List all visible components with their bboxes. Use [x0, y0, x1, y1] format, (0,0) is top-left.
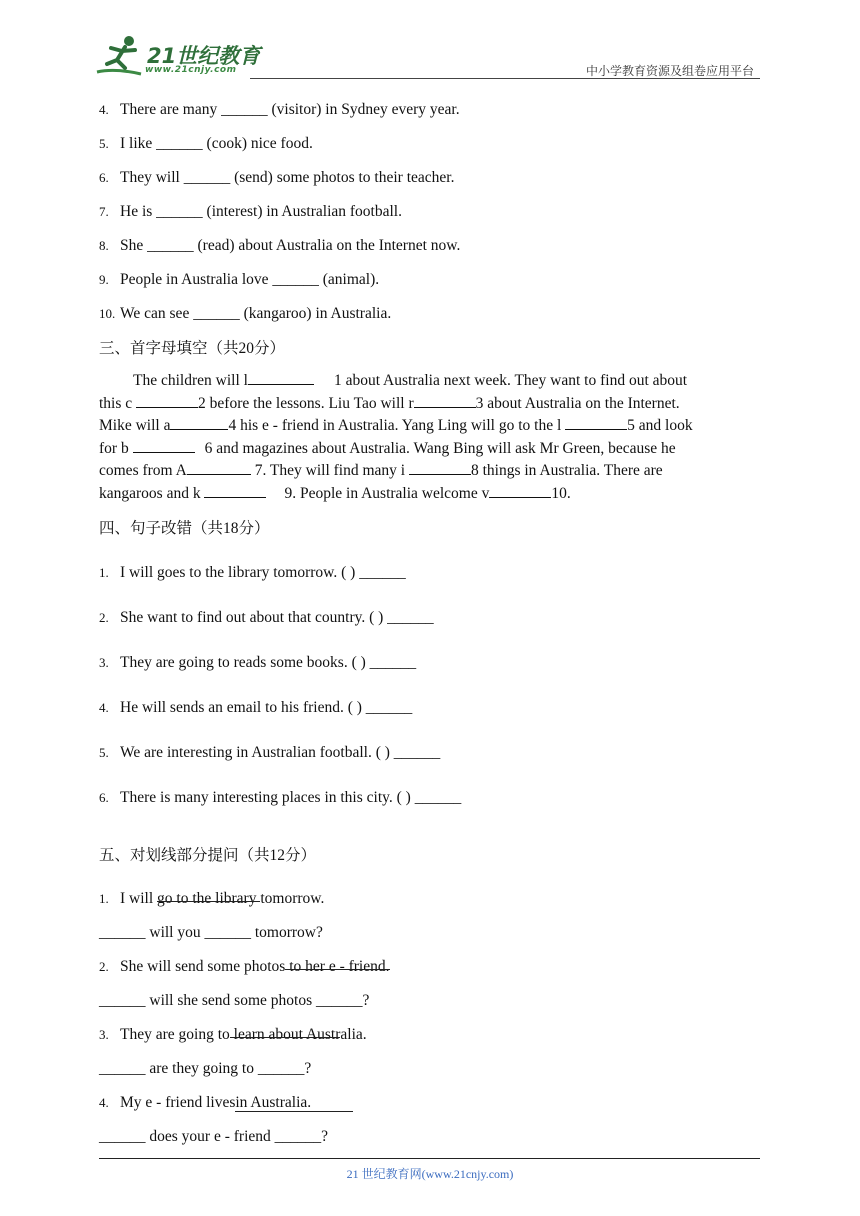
footer-link[interactable]: 21 世纪教育网(www.21cnjy.com)	[346, 1167, 514, 1181]
list-item: 4. There are many ______ (visitor) in Sydney every year.	[99, 101, 460, 118]
question-3: 3. They are going to learn about Australia.	[99, 1026, 367, 1043]
runner-icon	[95, 34, 147, 78]
list-item: 10. We can see ______ (kangaroo) in Australia.	[99, 305, 392, 322]
section-title-5: 五、对划线部分提问（共12分）	[99, 846, 317, 864]
answer-line-3: ______ are they going to ______?	[99, 1060, 312, 1077]
list-item: 8. She ______ (read) about Australia on the Internet now.	[99, 237, 461, 254]
header-divider	[250, 78, 760, 79]
question-4: 4. My e - friend livesin Australia.	[99, 1093, 353, 1113]
question-2: 2. She will send some photos to her e - friend.	[99, 958, 390, 975]
list-item: 3. They are going to reads some books. ( ) ______	[99, 654, 417, 671]
list-item: 6. They will ______ (send) some photos to their teacher.	[99, 169, 455, 186]
logo-text: 21世纪教育	[147, 44, 261, 68]
footer-divider	[99, 1158, 760, 1159]
list-item: 7. He is ______ (interest) in Australian football.	[99, 203, 402, 220]
answer-line-1: ______ will you ______ tomorrow?	[99, 924, 323, 941]
list-item: 4. He will sends an email to his friend. ( ) ______	[99, 699, 413, 716]
logo	[95, 34, 295, 78]
list-item: 6. There is many interesting places in this city. ( ) ______	[99, 789, 462, 806]
question-1: 1. I will go to the library tomorrow.	[99, 890, 325, 907]
answer-line-4: ______ does your e - friend ______?	[99, 1128, 329, 1145]
list-item: 5. We are interesting in Australian football. ( ) ______	[99, 744, 441, 761]
answer-line-2: ______ will she send some photos ______?	[99, 992, 370, 1009]
header-site-name: 中小学教育资源及组卷应用平台	[585, 64, 754, 78]
list-item: 5. I like ______ (cook) nice food.	[99, 135, 313, 152]
list-item: 2. She want to find out about that country. ( ) ______	[99, 609, 434, 626]
section-title-4: 四、句子改错（共18分）	[99, 519, 270, 537]
page-header	[95, 34, 760, 80]
section-title-3: 三、首字母填空（共20分）	[99, 339, 286, 357]
list-item: 1. I will goes to the library tomorrow. ( ) ______	[99, 564, 406, 581]
cloze-paragraph: The children will l 1 about Australia next week. They want to find out about this c 2 before the lessons. Liu Tao will r 3 about Australia on the Internet. Mike will a 4 his e - friend in Australia. Yang Ling will go to the l 5 and look for b 6 and magazines about Australia. Wang Bing will ask Mr Green, because he comes from A 7. They will find many i 8 things in Australia. There are kangaroos and k 9. People in Australia welcome v 10.	[99, 372, 693, 502]
logo-url: www.21cnjy.com	[145, 65, 237, 75]
list-item: 9. People in Australia love ______ (animal).	[99, 271, 380, 288]
